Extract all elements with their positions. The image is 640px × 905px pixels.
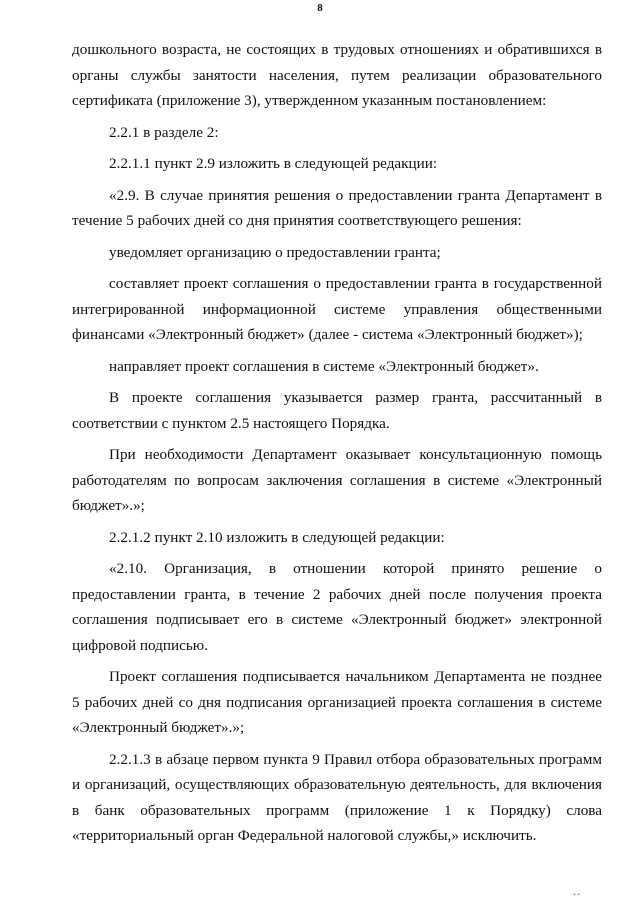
paragraph-grant-amount: В проекте соглашения указывается размер гранта, рассчитанный в соответствии с пунктом 2.5 настоящего Порядка.	[72, 389, 602, 432]
page-number: 8	[317, 2, 323, 14]
paragraph-continuation: дошкольного возраста, не состоящих в трудовых отношениях и обратившихся в органы службы занятости населения, путем реализации образовательного сертификата (приложение 3), утвержденном указанным постановлением:	[72, 41, 602, 109]
paragraph-draft-agreement: составляет проект соглашения о предоставлении гранта в государственной интегрированной информационной системе управления общественными финансами «Электронный бюджет» (далее - система «Электронный бюджет»);	[72, 275, 602, 343]
paragraph-clause-2-9: «2.9. В случае принятия решения о предоставлении гранта Департамент в течение 5 рабочих дней со дня принятия соответствующего решения:	[72, 186, 602, 229]
paragraph-section-2-2-1: 2.2.1 в разделе 2:	[109, 123, 219, 141]
paragraph-send-draft: направляет проект соглашения в системе «Электронный бюджет».	[109, 357, 539, 375]
paragraph-item-2-2-1-3: 2.2.1.3 в абзаце первом пункта 9 Правил отбора образовательных программ и организаций, осуществляющих образовательную деятельность, для включения в банк образовательных программ (приложение 1 к Порядку) слова «территориальный орган Федеральной налоговой службы,» исключить.	[72, 750, 602, 844]
paragraph-item-2-2-1-2: 2.2.1.2 пункт 2.10 изложить в следующей редакции:	[109, 528, 445, 546]
paragraph-clause-2-10: «2.10. Организация, в отношении которой принято решение о предоставлении гранта, в течение 2 рабочих дней после получения проекта соглашения подписывает его в системе «Электронный бюджет» электронной цифровой подписью.	[72, 560, 602, 654]
paragraph-item-2-2-1-1: 2.2.1.1 пункт 2.9 изложить в следующей редакции:	[109, 155, 438, 172]
paragraph-consulting: При необходимости Департамент оказывает консультационную помощь работодателям по вопросам заключения соглашения в системе «Электронный бюджет».»;	[72, 446, 602, 514]
document-body	[72, 37, 602, 849]
scan-mark: • •	[573, 891, 580, 899]
paragraph-signing: Проект соглашения подписывается начальником Департамента не позднее 5 рабочих дней со дня подписания организацией проекта соглашения в системе «Электронный бюджет».»;	[72, 668, 602, 736]
paragraph-notify: уведомляет организацию о предоставлении гранта;	[109, 243, 441, 261]
